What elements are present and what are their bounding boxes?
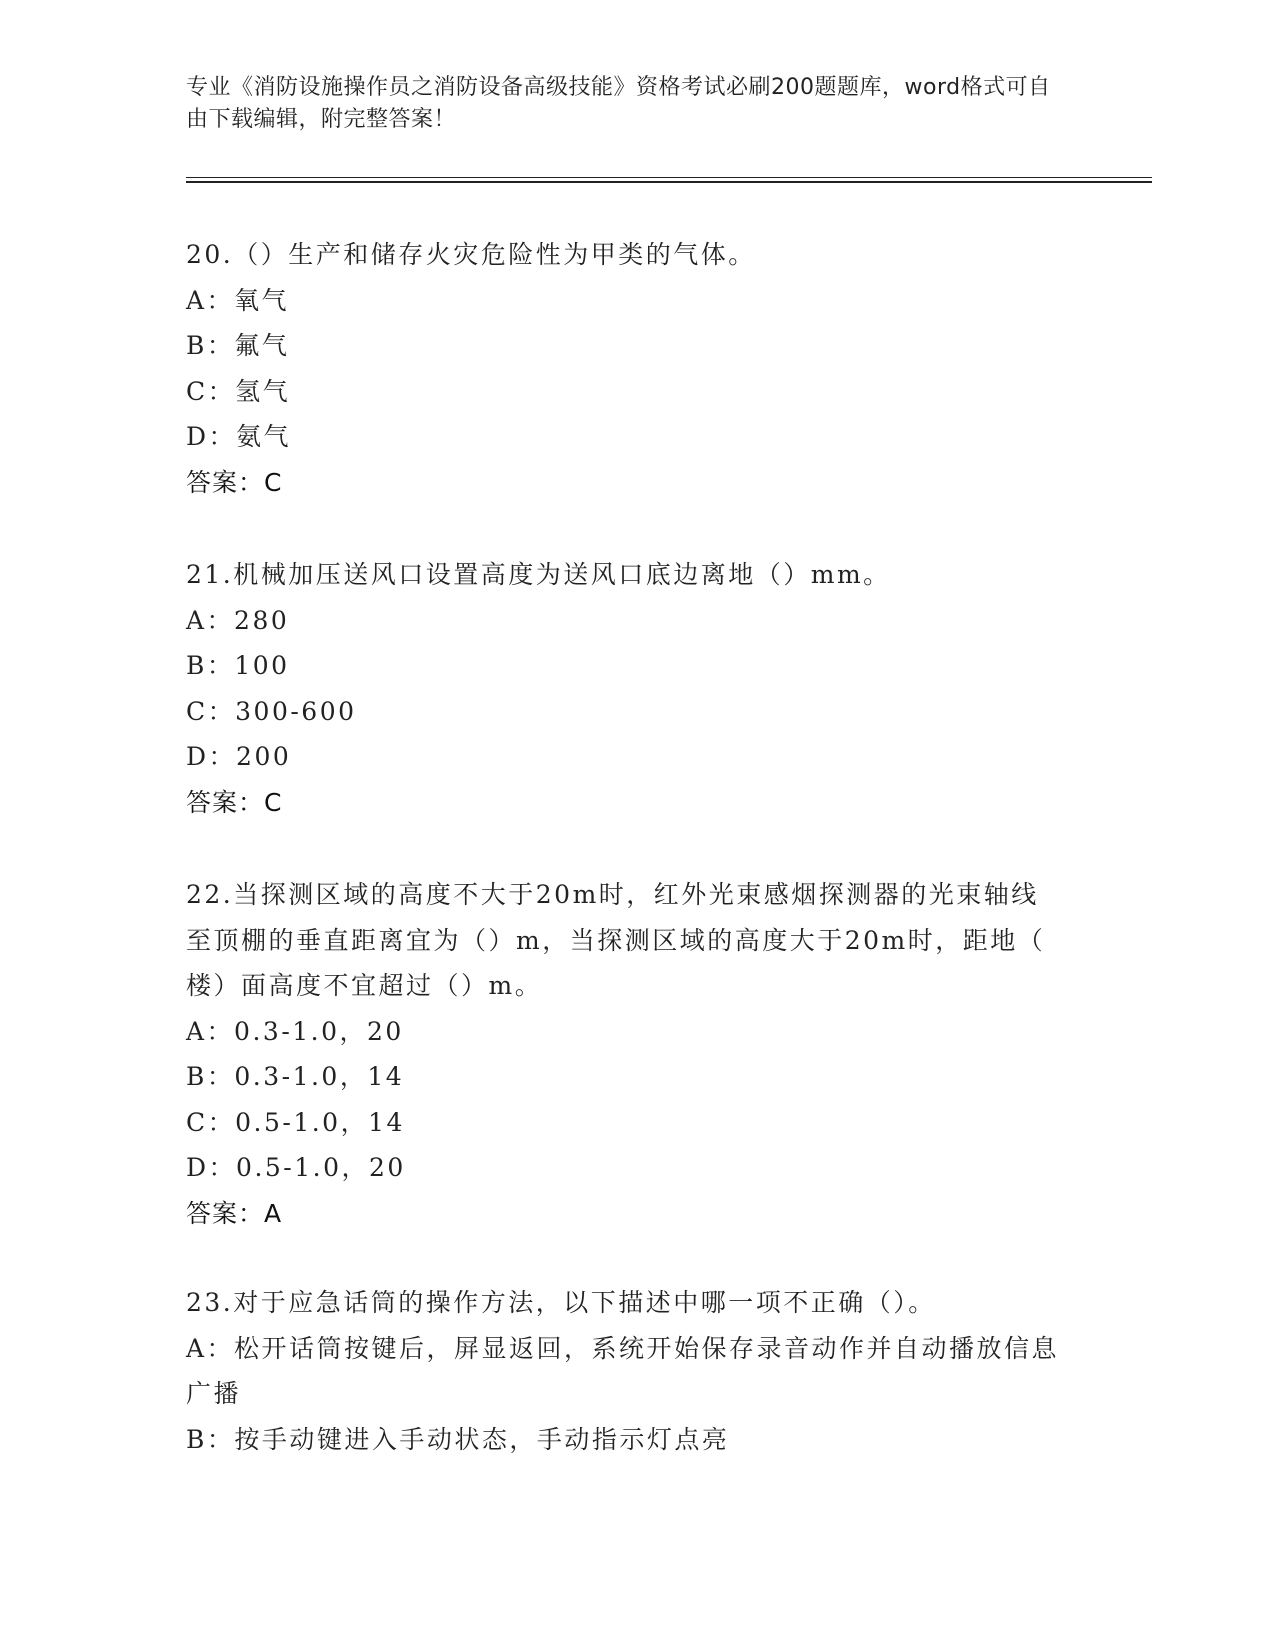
- option-a: A：氧气: [186, 285, 290, 315]
- option-d: D：200: [186, 742, 292, 771]
- answer: 答案：C: [186, 787, 283, 817]
- option-a: A：松开话筒按键后，屏显返回，系统开始保存录音动作并自动播放信息广播: [186, 1333, 1060, 1408]
- option-b: B：100: [186, 651, 290, 680]
- option-c: C：0.5-1.0，14: [186, 1107, 405, 1137]
- option-a: A：280: [186, 605, 290, 635]
- question-23: [186, 1280, 1066, 1462]
- option-c: C：氢气: [186, 376, 291, 406]
- header-divider-thin: [186, 177, 1152, 178]
- question-stem: 20.（）生产和储存火灾危险性为甲类的气体。: [186, 240, 756, 269]
- option-d: D：0.5-1.0，20: [186, 1153, 406, 1182]
- answer: 答案：C: [186, 467, 283, 497]
- option-b: B：按手动键进入手动状态，手动指示灯点亮: [186, 1424, 730, 1454]
- document-header: 专业《消防设施操作员之消防设备高级技能》资格考试必刷200题题库，word格式可自由下载编辑，附完整答案！: [186, 75, 1051, 132]
- option-b: B：氟气: [186, 331, 290, 360]
- option-d: D：氨气: [186, 422, 292, 451]
- answer: 答案：A: [186, 1198, 283, 1228]
- option-c: C：300-600: [186, 696, 357, 726]
- question-stem: 23.对于应急话筒的操作方法，以下描述中哪一项不正确（）。: [186, 1288, 936, 1317]
- question-22: [186, 872, 1066, 1236]
- option-a: A：0.3-1.0，20: [186, 1016, 404, 1046]
- question-stem-line-3: 楼）面高度不宜超过（）m。: [186, 971, 543, 1000]
- question-21: [186, 552, 1066, 825]
- question-stem: 21.机械加压送风口设置高度为送风口底边离地（）mm。: [186, 560, 891, 589]
- question-stem-line-1: 22.当探测区域的高度不大于20m时，红外光束感烟探测器的光束轴线: [186, 880, 1039, 909]
- question-20: [186, 232, 1066, 505]
- question-stem-line-2: 至顶棚的垂直距离宜为（）m，当探测区域的高度大于20m时，距地（: [186, 925, 1046, 955]
- header-divider-thick: [186, 181, 1152, 183]
- option-b: B：0.3-1.0，14: [186, 1062, 405, 1091]
